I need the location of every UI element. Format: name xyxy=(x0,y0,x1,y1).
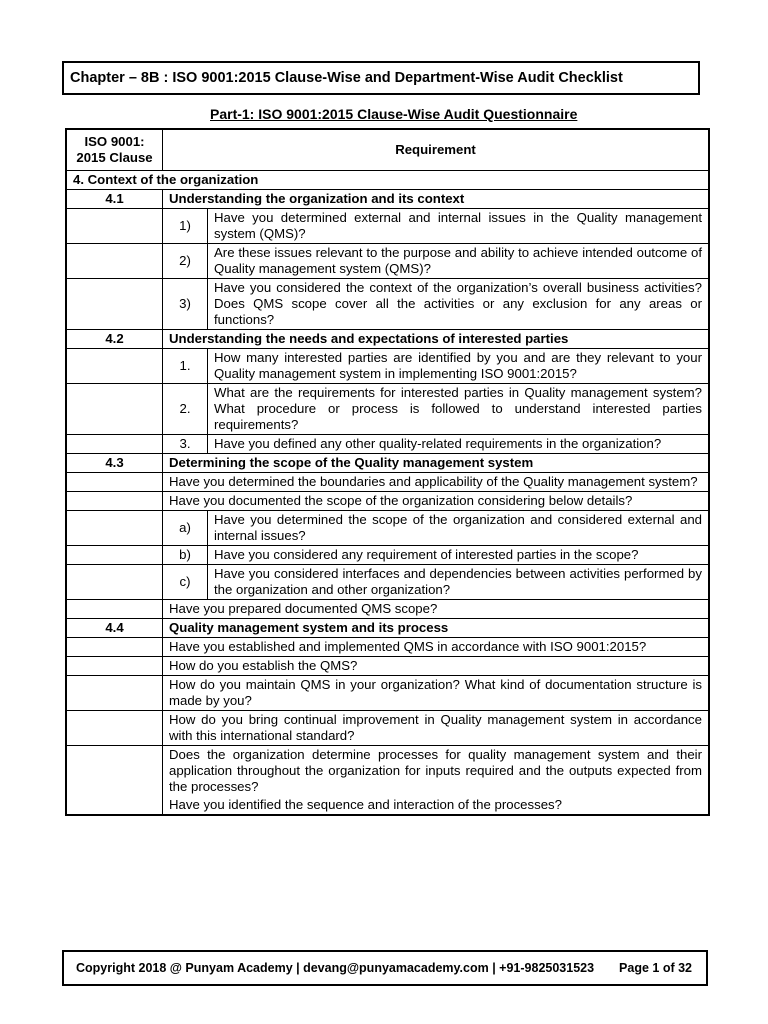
empty-cell xyxy=(66,492,163,511)
page-footer xyxy=(62,950,708,986)
item-question: Are these issues relevant to the purpose and ability to achieve intended outcome of Quality management system (QMS)? xyxy=(208,244,710,279)
table-row xyxy=(66,209,709,244)
table-row xyxy=(66,435,709,454)
item-question: Have you determined the scope of the organization and considered external and internal issues? xyxy=(208,511,710,546)
empty-cell xyxy=(66,279,163,330)
clause-row xyxy=(66,330,709,349)
clause-question: Have you established and implemented QMS in accordance with ISO 9001:2015? xyxy=(163,638,710,657)
table-row xyxy=(66,384,709,435)
table-row xyxy=(66,244,709,279)
empty-cell xyxy=(66,746,163,816)
item-number: a) xyxy=(163,511,208,546)
column-header-requirement: Requirement xyxy=(163,129,710,171)
clause-row xyxy=(66,454,709,473)
item-number: c) xyxy=(163,565,208,600)
empty-cell xyxy=(66,657,163,676)
item-number: b) xyxy=(163,546,208,565)
clause-number: 4.4 xyxy=(66,619,163,638)
clause-question: Have you identified the sequence and interaction of the processes? xyxy=(169,797,562,812)
footer-copyright: Copyright 2018 @ Punyam Academy | devang@punyamacademy.com | +91-9825031523 xyxy=(76,961,595,975)
clause-question-group xyxy=(163,746,710,816)
empty-cell xyxy=(66,600,163,619)
item-question: What are the requirements for interested parties in Quality management system? What procedure or process is followed to understand interested parties requirements? xyxy=(208,384,710,435)
empty-cell xyxy=(66,711,163,746)
table-row xyxy=(66,511,709,546)
item-number: 2) xyxy=(163,244,208,279)
item-question: How many interested parties are identified by you and are they relevant to your Quality management system in implementing ISO 9001:2015? xyxy=(208,349,710,384)
empty-cell xyxy=(66,209,163,244)
item-question: Have you considered the context of the organization’s overall business activities? Does QMS scope cover all the activities or any exclusion for any areas or functions? xyxy=(208,279,710,330)
empty-cell xyxy=(66,565,163,600)
item-question: Have you defined any other quality-related requirements in the organization? xyxy=(208,435,710,454)
clause-question: Have you prepared documented QMS scope? xyxy=(163,600,710,619)
table-row xyxy=(66,565,709,600)
empty-cell xyxy=(66,435,163,454)
clause-title: Quality management system and its process xyxy=(163,619,710,638)
table-row xyxy=(66,657,709,676)
empty-cell xyxy=(66,384,163,435)
clause-number: 4.3 xyxy=(66,454,163,473)
item-number: 1) xyxy=(163,209,208,244)
table-header-row xyxy=(66,129,709,171)
empty-cell xyxy=(66,473,163,492)
table-row xyxy=(66,638,709,657)
clause-question: How do you bring continual improvement in Quality management system in accordance with this international standard? xyxy=(163,711,710,746)
clause-question: How do you maintain QMS in your organization? What kind of documentation structure is made by you? xyxy=(163,676,710,711)
clause-question: Have you determined the boundaries and applicability of the Quality management system? xyxy=(163,473,710,492)
column-header-clause: ISO 9001: 2015 Clause xyxy=(66,129,163,171)
empty-cell xyxy=(66,638,163,657)
item-question: Have you considered any requirement of interested parties in the scope? xyxy=(208,546,710,565)
section-heading: 4. Context of the organization xyxy=(66,171,709,190)
page-number: Page 1 of 32 xyxy=(619,961,692,975)
clause-question: Have you documented the scope of the organization considering below details? xyxy=(163,492,710,511)
table-row xyxy=(66,349,709,384)
table-row xyxy=(66,546,709,565)
table-row xyxy=(66,492,709,511)
part-title: Part-1: ISO 9001:2015 Clause-Wise Audit Questionnaire xyxy=(210,106,578,122)
empty-cell xyxy=(66,546,163,565)
clause-question: How do you establish the QMS? xyxy=(163,657,710,676)
table-row xyxy=(66,676,709,711)
empty-cell xyxy=(66,676,163,711)
item-number: 3. xyxy=(163,435,208,454)
clause-row xyxy=(66,190,709,209)
table-row xyxy=(66,473,709,492)
clause-number: 4.1 xyxy=(66,190,163,209)
table-row xyxy=(66,279,709,330)
item-question: Have you determined external and internal issues in the Quality management system (QMS)? xyxy=(208,209,710,244)
empty-cell xyxy=(66,244,163,279)
clause-row xyxy=(66,619,709,638)
empty-cell xyxy=(66,349,163,384)
clause-title: Understanding the needs and expectations of interested parties xyxy=(163,330,710,349)
table-row xyxy=(66,600,709,619)
item-number: 2. xyxy=(163,384,208,435)
chapter-title: Chapter – 8B : ISO 9001:2015 Clause-Wise and Department-Wise Audit Checklist xyxy=(62,61,700,95)
table-row xyxy=(66,746,709,816)
clause-title: Understanding the organization and its context xyxy=(163,190,710,209)
section-row xyxy=(66,171,709,190)
item-number: 1. xyxy=(163,349,208,384)
empty-cell xyxy=(66,511,163,546)
audit-checklist-table xyxy=(65,128,710,816)
table-row xyxy=(66,711,709,746)
clause-number: 4.2 xyxy=(66,330,163,349)
clause-question: Does the organization determine processes for quality management system and their application throughout the organization for inputs required and the outputs expected from the processes? xyxy=(169,747,702,794)
clause-title: Determining the scope of the Quality management system xyxy=(163,454,710,473)
item-number: 3) xyxy=(163,279,208,330)
item-question: Have you considered interfaces and dependencies between activities performed by the organization and other organization? xyxy=(208,565,710,600)
